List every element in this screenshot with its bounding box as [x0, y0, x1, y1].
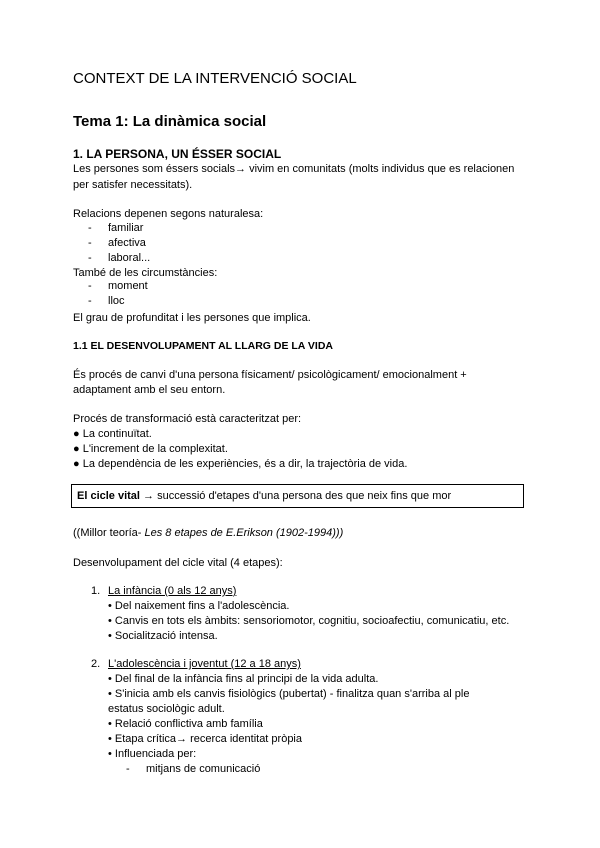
- stage-number: 1.: [91, 585, 101, 597]
- document-title: CONTEXT DE LA INTERVENCIÓ SOCIAL: [73, 70, 357, 87]
- list-item: moment: [108, 280, 148, 292]
- cicle-vital-term: El cicle vital: [77, 490, 140, 502]
- desenvolupament-text: Desenvolupament del cicle vital (4 etapes):: [73, 557, 283, 569]
- tema-heading: Tema 1: La dinàmica social: [73, 113, 267, 130]
- proces-text: Procés de transformació està caracteritzat per:: [73, 413, 302, 425]
- circumstancies-text: També de les circumstàncies:: [73, 267, 218, 279]
- stage-bullet: • Etapa crítica→ recerca identitat pròpia: [108, 733, 302, 745]
- stage-bullet: • Socialització intensa.: [108, 630, 218, 642]
- list-dash: -: [88, 222, 92, 234]
- stage-bullet: estatus sociològic adult.: [108, 703, 225, 715]
- intro-line-1: Les persones som éssers socials→ vivim en comunitats (molts individus que es relacionen: [73, 163, 515, 175]
- grau-text: El grau de profunditat i les persones que implica.: [73, 312, 311, 324]
- sub-list-item: mitjans de comunicació: [146, 763, 261, 775]
- list-dash: -: [88, 280, 92, 292]
- stage-bullet: • Canvis en tots els àmbits: sensoriomotor, cognitiu, socioafectiu, comunicatiu, etc.: [108, 615, 510, 627]
- definition-line-2: adaptament amb el seu entorn.: [73, 384, 226, 396]
- stage-title: L'adolescència i joventut (12 a 18 anys): [108, 658, 301, 670]
- definition-line-1: És procés de canvi d'una persona físicament/ psicològicament/ emocionalment +: [73, 369, 467, 381]
- cicle-vital-box: [71, 484, 524, 508]
- erikson-prefix: ((Millor teoría-: [73, 527, 145, 539]
- stage-bullet: • Del final de la infància fins al principi de la vida adulta.: [108, 673, 379, 685]
- cicle-vital-definition: → successió d'etapes d'una persona des que neix fins que mor: [139, 490, 452, 502]
- erikson-title: Les 8 etapes de E.Erikson (1902-1994))): [144, 527, 344, 539]
- list-dash: -: [126, 763, 130, 775]
- characteristic-item: ● L'increment de la complexitat.: [73, 443, 228, 455]
- list-item: lloc: [108, 295, 125, 307]
- stage-title: La infància (0 als 12 anys): [108, 585, 237, 597]
- intro-line-2: per satisfer necessitats).: [73, 179, 193, 191]
- relacions-text: Relacions depenen segons naturalesa:: [73, 208, 264, 220]
- list-item: laboral...: [108, 252, 151, 264]
- list-dash: -: [88, 237, 92, 249]
- stage-bullet: • Relació conflictiva amb família: [108, 718, 263, 730]
- list-dash: -: [88, 295, 92, 307]
- stage-bullet: • S'inicia amb els canvis fisiològics (pubertat) - finalitza quan s'arriba al ple: [108, 688, 470, 700]
- list-item: afectiva: [108, 237, 146, 249]
- stage-bullet: • Del naixement fins a l'adolescència.: [108, 600, 290, 612]
- list-item: familiar: [108, 222, 144, 234]
- list-dash: -: [88, 252, 92, 264]
- section-1-1-heading: 1.1 EL DESENVOLUPAMENT AL LLARG DE LA VIDA: [73, 340, 333, 352]
- stage-bullet: • Influenciada per:: [108, 748, 197, 760]
- erikson-note: [73, 525, 343, 541]
- stage-number: 2.: [91, 658, 101, 670]
- cicle-vital-text: [77, 490, 451, 502]
- section-1-heading: 1. LA PERSONA, UN ÉSSER SOCIAL: [73, 147, 282, 161]
- characteristic-item: ● La continuïtat.: [73, 428, 152, 440]
- characteristic-item: ● La dependència de les experiències, és a dir, la trajectòria de vida.: [73, 458, 408, 470]
